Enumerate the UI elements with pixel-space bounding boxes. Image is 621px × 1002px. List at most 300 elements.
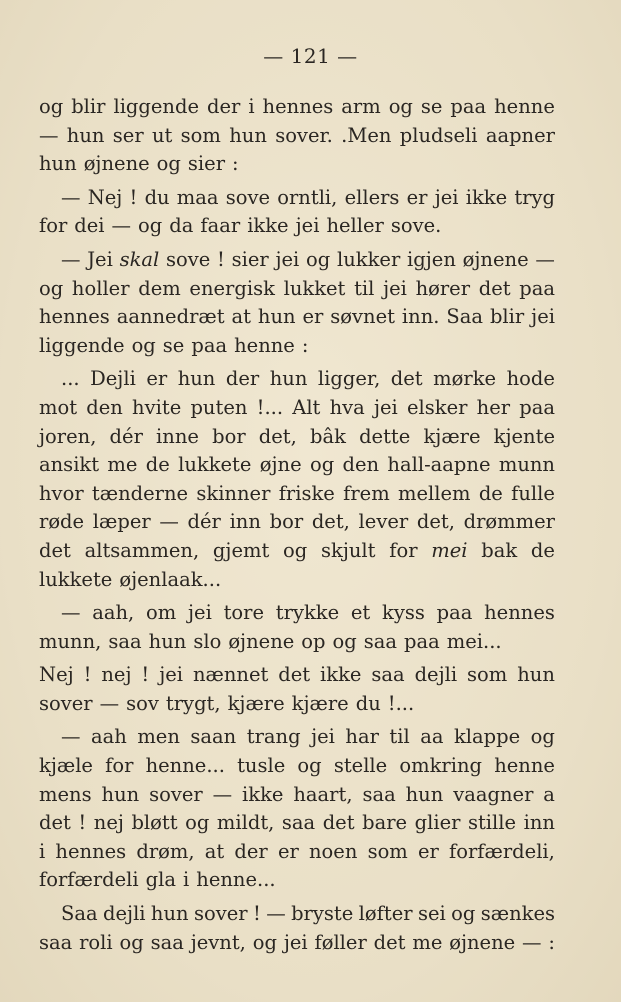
word: og — [156, 152, 181, 176]
word: tænderne — [91, 481, 189, 505]
word: hun — [39, 152, 77, 176]
word: sover. — [275, 123, 333, 147]
word: — — [61, 247, 81, 271]
word: inne — [156, 424, 199, 448]
word: Nej — [39, 663, 74, 687]
word: blir — [489, 305, 525, 329]
word: stille — [467, 811, 517, 835]
word: ut — [151, 123, 173, 147]
text-line — [39, 212, 555, 241]
word: der — [225, 367, 260, 391]
text-line — [39, 394, 555, 423]
word: hennes — [39, 305, 110, 329]
word: saa — [150, 930, 184, 954]
text-line — [39, 566, 555, 595]
word: er — [417, 839, 439, 863]
word: : — [232, 152, 239, 176]
word: løfter — [358, 902, 413, 926]
word: — — [535, 247, 555, 271]
word: tryg — [514, 185, 555, 209]
word: : — [548, 930, 555, 954]
word: joren, — [39, 424, 97, 448]
word: jei — [311, 725, 335, 749]
word: jei — [295, 214, 320, 238]
paragraph — [39, 900, 555, 957]
word: hun — [517, 663, 555, 687]
word: sover — [193, 902, 248, 926]
paragraph — [39, 599, 555, 656]
word: hva — [329, 395, 365, 419]
text-line — [39, 451, 555, 480]
word: kjære — [291, 691, 349, 715]
word: aa — [420, 725, 444, 749]
text-line — [39, 275, 555, 304]
word: det — [373, 930, 406, 954]
word: skjult — [321, 538, 376, 562]
word: det, — [311, 510, 350, 534]
word: og — [252, 930, 277, 954]
word: hun — [257, 305, 296, 329]
word: omkring — [399, 754, 483, 778]
word: den — [86, 395, 123, 419]
word: da — [169, 214, 194, 238]
word: til — [389, 725, 410, 749]
word: og — [332, 629, 357, 653]
word: øjnene — [462, 247, 529, 271]
text-line — [39, 303, 555, 332]
word: øjne — [259, 453, 302, 477]
word: kjente — [493, 424, 555, 448]
word: munn — [498, 453, 555, 477]
word: mildt, — [216, 811, 275, 835]
word: mei — [431, 538, 468, 562]
word: dér — [187, 510, 221, 534]
text-line — [39, 93, 555, 122]
word: mei... — [446, 629, 502, 653]
word: og — [39, 276, 64, 300]
word: ellers — [344, 185, 400, 209]
word: fulle — [511, 481, 555, 505]
word: sænkes — [480, 902, 555, 926]
word: paa — [519, 276, 555, 300]
word: det — [278, 663, 311, 687]
word: øjnene — [228, 629, 295, 653]
word: forfærdeli, — [449, 839, 555, 863]
word: Dejli — [90, 367, 136, 391]
text-line — [39, 838, 555, 867]
word: sove. — [390, 214, 442, 238]
word: og — [283, 538, 308, 562]
word: hun — [177, 367, 216, 391]
word: — — [39, 123, 59, 147]
word: dér — [109, 424, 143, 448]
word: til — [354, 276, 375, 300]
word: — — [111, 214, 132, 238]
word: tusle — [237, 754, 286, 778]
word: — — [159, 510, 179, 534]
word: jei — [373, 395, 398, 419]
word: men — [137, 725, 180, 749]
word: og — [388, 95, 413, 118]
word: henne — [494, 95, 555, 118]
word: maa — [176, 185, 219, 209]
word: at — [204, 839, 225, 863]
text-line — [39, 365, 555, 394]
word: i — [248, 95, 255, 118]
paragraph — [39, 661, 555, 718]
word: — — [522, 930, 542, 954]
word: a — [543, 782, 555, 806]
word: det, — [416, 510, 455, 534]
word: — — [61, 185, 81, 209]
word: jei — [188, 601, 212, 625]
word: sei — [417, 902, 446, 926]
word: saa — [39, 930, 73, 954]
word: jei — [283, 930, 308, 954]
word: hvite — [132, 395, 182, 419]
word: i — [39, 839, 46, 863]
word: vaagner — [453, 782, 534, 806]
word: du — [144, 185, 170, 209]
body-text — [39, 93, 555, 962]
word: haart, — [293, 782, 353, 806]
word: er — [146, 367, 168, 391]
word: inn — [523, 811, 555, 835]
word: bor — [269, 510, 304, 534]
word: og — [306, 247, 331, 271]
word: saa — [281, 811, 316, 835]
word: paa — [519, 395, 555, 419]
word: jei — [159, 663, 184, 687]
word: der — [206, 95, 241, 118]
word: som — [467, 663, 508, 687]
word: et — [350, 601, 371, 625]
word: ! — [252, 902, 261, 926]
word: mørke — [433, 367, 497, 391]
word: saa — [108, 629, 142, 653]
word: i — [183, 868, 190, 892]
word: ikke — [320, 663, 362, 687]
word: den — [342, 453, 380, 477]
word: blir — [71, 95, 106, 118]
word: !... — [256, 395, 284, 419]
word: jei — [434, 185, 459, 209]
word: jevnt, — [190, 930, 246, 954]
word: øjenlaak... — [119, 567, 222, 591]
word: hun — [101, 782, 140, 806]
word: aah, — [92, 601, 135, 625]
word: tore — [223, 601, 265, 625]
word: forfærdeli — [39, 868, 139, 892]
word: bak — [481, 538, 518, 562]
word: er — [277, 839, 299, 863]
word: holler — [71, 276, 130, 300]
word: gla — [145, 868, 177, 892]
word: ikke — [465, 185, 508, 209]
word: for — [389, 538, 418, 562]
word: søvnet — [330, 305, 395, 329]
paragraph — [39, 184, 555, 241]
word: henne — [494, 754, 555, 778]
word: bor — [212, 424, 246, 448]
text-line — [39, 809, 555, 838]
word: .Men — [341, 123, 392, 147]
word: trykke — [275, 601, 340, 625]
word: ! — [83, 663, 92, 687]
word: er — [406, 185, 428, 209]
word: ser — [112, 123, 144, 147]
word: de — [530, 538, 555, 562]
word: skal — [119, 247, 160, 271]
word: stelle — [333, 754, 388, 778]
word: sier — [231, 247, 269, 271]
paragraph — [39, 365, 555, 594]
word: kjæle — [39, 754, 93, 778]
word: saa — [363, 629, 398, 653]
word: me — [412, 930, 443, 954]
text-line — [39, 332, 555, 361]
word: for — [105, 754, 134, 778]
word: energisk — [189, 276, 275, 300]
text-line — [39, 781, 555, 810]
word: som — [367, 839, 408, 863]
text-line — [39, 628, 555, 657]
word: faar — [200, 214, 241, 238]
word: altsammen, — [84, 538, 200, 562]
word: henne... — [145, 754, 225, 778]
word: hun — [405, 782, 444, 806]
word: dem — [138, 276, 181, 300]
word: og — [451, 902, 476, 926]
word: røde — [39, 510, 85, 534]
word: ikke — [242, 782, 284, 806]
text-line — [39, 690, 555, 719]
word: du — [355, 691, 381, 715]
word: det — [39, 538, 71, 562]
word: ... — [61, 367, 80, 391]
word: sier — [187, 152, 226, 176]
word: øjnene — [83, 152, 150, 176]
word: paa — [191, 333, 228, 357]
word: arm — [341, 95, 381, 118]
word: bryste — [291, 902, 354, 926]
word: de — [478, 481, 503, 505]
word: — — [99, 691, 120, 715]
word: roli — [79, 930, 113, 954]
word: ikke — [247, 214, 289, 238]
word: Nej — [87, 185, 123, 209]
word: munn, — [39, 629, 102, 653]
word: saan — [190, 725, 237, 749]
word: og — [138, 214, 163, 238]
word: jei — [383, 276, 407, 300]
text-line — [39, 122, 555, 151]
word: — — [266, 902, 286, 926]
word: kjære — [227, 691, 285, 715]
word: jei — [531, 305, 555, 329]
word: bare — [362, 811, 408, 835]
word: liggende — [39, 333, 125, 357]
paragraph — [39, 723, 555, 895]
word: !... — [387, 691, 415, 715]
text-line — [39, 150, 555, 179]
word: har — [345, 725, 379, 749]
word: me — [107, 453, 138, 477]
word: ! — [217, 247, 225, 271]
word: saa — [362, 782, 396, 806]
word: sover — [149, 782, 203, 806]
word: det — [478, 276, 511, 300]
paragraph — [39, 246, 555, 360]
word: inn — [229, 510, 261, 534]
word: nænnet — [192, 663, 269, 687]
word: paa — [404, 629, 440, 653]
word: hennes — [262, 95, 334, 118]
word: ansikt — [39, 453, 100, 477]
word: lukkete — [39, 567, 113, 591]
word: aah — [91, 725, 127, 749]
word: som — [180, 123, 221, 147]
word: dejli — [103, 902, 146, 926]
word: at — [231, 305, 251, 329]
word: slo — [193, 629, 222, 653]
word: mens — [39, 782, 92, 806]
word: kyss — [382, 601, 425, 625]
word: bâk — [309, 424, 346, 448]
word: der — [234, 839, 268, 863]
text-line — [39, 184, 555, 213]
word: aapner — [485, 123, 555, 147]
text-line — [39, 537, 555, 566]
word: ! — [78, 811, 87, 835]
word: det, — [258, 424, 297, 448]
word: og — [131, 333, 156, 357]
word: sover — [39, 691, 93, 715]
word: det — [390, 367, 423, 391]
word: klappe — [453, 725, 521, 749]
word: det — [322, 811, 355, 835]
word: hennes — [484, 601, 555, 625]
word: pludseli — [399, 123, 478, 147]
word: igjen — [407, 247, 456, 271]
word: hører — [415, 276, 471, 300]
word: føller — [314, 930, 367, 954]
word: Alt — [292, 395, 321, 419]
word: læper — [92, 510, 151, 534]
text-line — [39, 480, 555, 509]
word: orntli, — [277, 185, 338, 209]
word: kjære — [423, 424, 481, 448]
word: og — [297, 754, 322, 778]
word: puten — [190, 395, 248, 419]
word: hennes — [55, 839, 127, 863]
word: inn. — [401, 305, 440, 329]
word: og — [530, 725, 555, 749]
word: nej — [93, 811, 124, 835]
word: paa — [436, 601, 473, 625]
word: her — [476, 395, 511, 419]
word: henne — [234, 333, 295, 357]
word: glier — [414, 811, 461, 835]
word: liggende — [113, 95, 200, 118]
word: dei — [74, 214, 105, 238]
word: hall-aapne — [387, 453, 491, 477]
text-line — [39, 929, 555, 958]
word: henne... — [196, 868, 276, 892]
word: dette — [359, 424, 411, 448]
word: — — [61, 725, 81, 749]
word: noen — [308, 839, 358, 863]
word: det — [39, 811, 71, 835]
word: nej — [101, 663, 132, 687]
word: hun — [229, 123, 267, 147]
word: hvor — [39, 481, 84, 505]
word: ! — [141, 663, 150, 687]
word: — — [61, 601, 81, 625]
word: trygt, — [165, 691, 221, 715]
text-line — [39, 246, 555, 275]
word: hode — [506, 367, 555, 391]
text-line — [39, 900, 555, 929]
text-line — [39, 423, 555, 452]
word: sove — [165, 247, 211, 271]
word: Saa — [61, 902, 98, 926]
word: hun — [269, 367, 308, 391]
word: øjnene — [449, 930, 516, 954]
word: og — [185, 811, 210, 835]
word: se — [420, 95, 443, 118]
word: er — [302, 305, 324, 329]
word: ! — [129, 185, 138, 209]
word: sove — [225, 185, 271, 209]
word: og — [119, 930, 144, 954]
word: drøm, — [136, 839, 195, 863]
word: friske — [278, 481, 335, 505]
word: se — [162, 333, 185, 357]
word: mot — [39, 395, 78, 419]
word: mellem — [397, 481, 471, 505]
word: trang — [246, 725, 301, 749]
word: dejli — [414, 663, 458, 687]
page-number: — 121 — — [263, 44, 358, 68]
text-line — [39, 723, 555, 752]
word: om — [146, 601, 177, 625]
word: Saa — [446, 305, 484, 329]
word: : — [301, 333, 309, 357]
word: jei — [275, 247, 300, 271]
word: Jei — [87, 247, 113, 271]
paragraph — [39, 93, 555, 179]
word: frem — [343, 481, 390, 505]
word: aannedræt — [116, 305, 225, 329]
word: lukkete — [178, 453, 252, 477]
word: heller — [326, 214, 384, 238]
word: lever — [358, 510, 409, 534]
word: ligger, — [317, 367, 381, 391]
word: sov — [126, 691, 159, 715]
text-line — [39, 752, 555, 781]
word: elsker — [406, 395, 468, 419]
word: de — [145, 453, 170, 477]
word: bløtt — [131, 811, 178, 835]
word: hun — [150, 902, 189, 926]
text-line — [39, 508, 555, 537]
word: skinner — [196, 481, 271, 505]
word: og — [39, 95, 64, 118]
word: lukker — [336, 247, 401, 271]
word: op — [301, 629, 326, 653]
text-line — [39, 866, 555, 895]
